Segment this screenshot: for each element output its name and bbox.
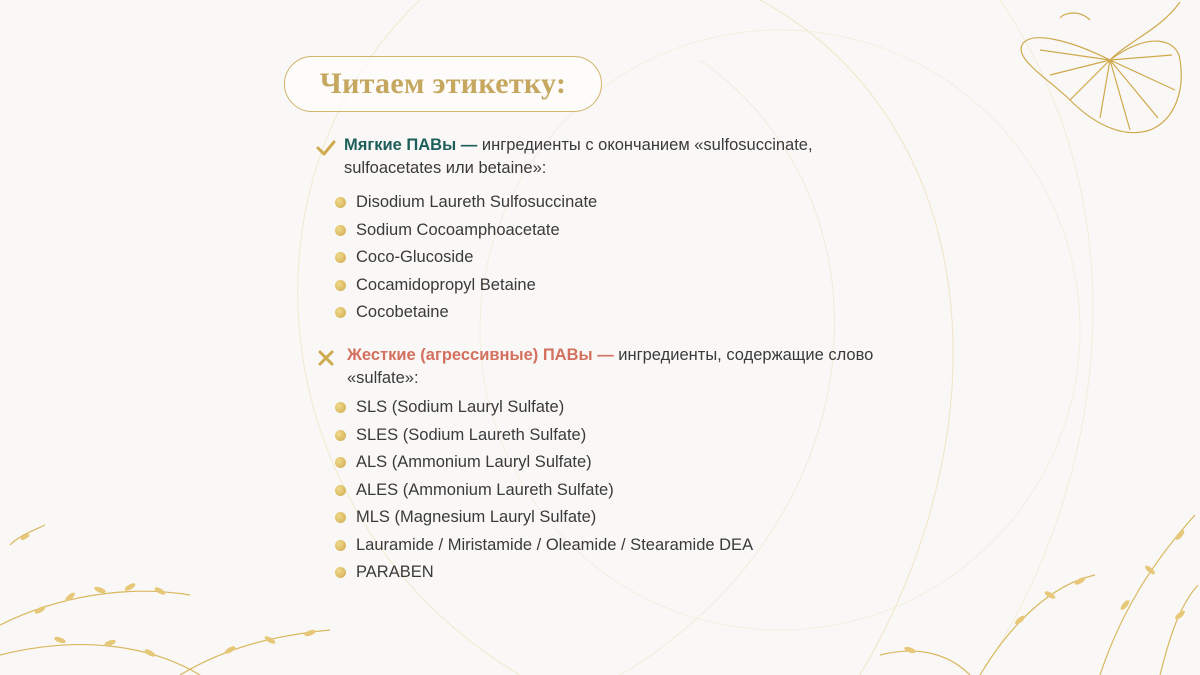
- cross-icon: [316, 348, 336, 368]
- title-pill: [284, 56, 602, 112]
- list-item: MLS (Magnesium Lauryl Sulfate): [335, 504, 753, 532]
- checkmark-icon: [316, 138, 336, 158]
- bullet-dot: [335, 457, 346, 468]
- list-item: Disodium Laureth Sulfosuccinate: [335, 189, 597, 217]
- ginkgo-leaf-decoration: [1010, 0, 1200, 150]
- branch-decoration-right: [880, 505, 1200, 675]
- soft-surfactants-heading: [344, 134, 904, 180]
- bullet-dot: [335, 567, 346, 578]
- bullet-dot: [335, 540, 346, 551]
- hard-surfactants-description-line1: ингредиенты, содержащие слово: [613, 346, 874, 364]
- list-item: SLES (Sodium Laureth Sulfate): [335, 422, 753, 450]
- bullet-dot: [335, 225, 346, 236]
- list-item: Cocamidopropyl Betaine: [335, 272, 597, 300]
- branch-decoration-left: [0, 515, 340, 675]
- soft-surfactants-list: [335, 189, 597, 327]
- soft-surfactants-description-line1: ингредиенты с окончанием «sulfosuccinate,: [477, 136, 813, 154]
- bullet-dot: [335, 197, 346, 208]
- list-item: Coco-Glucoside: [335, 244, 597, 272]
- hard-surfactants-heading: [347, 344, 917, 390]
- hard-surfactants-list: [335, 394, 753, 587]
- list-item: ALES (Ammonium Laureth Sulfate): [335, 477, 753, 505]
- list-item: Cocobetaine: [335, 299, 597, 327]
- bullet-dot: [335, 402, 346, 413]
- bullet-dot: [335, 430, 346, 441]
- bullet-dot: [335, 280, 346, 291]
- bullet-dot: [335, 307, 346, 318]
- soft-surfactants-label: Мягкие ПАВы —: [344, 136, 478, 154]
- page-title: Читаем этикетку:: [319, 67, 567, 100]
- bullet-dot: [335, 485, 346, 496]
- soft-surfactants-description-line2: sulfoacetates или betaine»:: [344, 159, 547, 177]
- list-item: Sodium Cocoamphoacetate: [335, 217, 597, 245]
- list-item: SLS (Sodium Lauryl Sulfate): [335, 394, 753, 422]
- hard-surfactants-description-line2: «sulfate»:: [347, 369, 419, 387]
- hard-surfactants-label: Жесткие (агрессивные) ПАВы —: [347, 346, 614, 364]
- bullet-dot: [335, 512, 346, 523]
- bullet-dot: [335, 252, 346, 263]
- list-item: Lauramide / Miristamide / Oleamide / Stearamide DEA: [335, 532, 753, 560]
- list-item: PARABEN: [335, 559, 753, 587]
- list-item: ALS (Ammonium Lauryl Sulfate): [335, 449, 753, 477]
